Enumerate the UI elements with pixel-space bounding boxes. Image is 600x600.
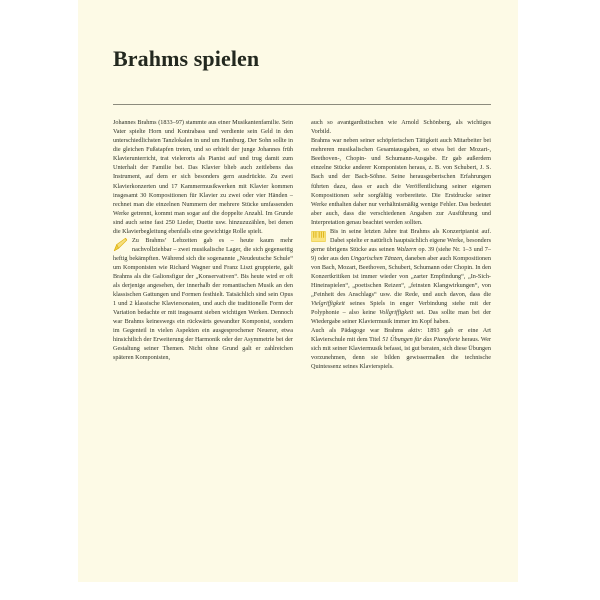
paragraph-pedagogue [311,326,491,371]
paragraph-biography: Johannes Brahms (1833–97) stammte aus einer Musikantenfamilie. Sein Vater spielte Horn und Kontrabass und verdiente sein Geld in den unterschiedlichsten Tanzlokalen in und um Hamburg. Der Sohn sollte in die gleichen Fußstapfen treten, und so erhielt der junge Johannes früh Klavierunterricht, trat vielerorts als Pianist auf und trug damit zum Unterhalt der Familie bei. Das Klavier blieb auch zeitlebens das Instrument, auf dem er sich besonders gern ausdrückte. Zu zwei Klavierkonzerten und 17 Kammermusikwerken mit Klavier kommen insgesamt 30 Kompositionen für Klavier zu zwei oder vier Händen – rechnet man die einzelnen Nummern der mehrere Stücke umfassenden Werke getrennt, kommt man sogar auf die doppelte Anzahl. Im Grunde sind auch seine fast 250 Lieder, Duette usw. hinzuzuzählen, bei denen die Klavierbegleitung ebenfalls eine gewichtige Rolle spielt. [113,119,293,235]
concert-pianist-mid3: seines Spiels in enger Verbindung stehe mit der Polyphonie – also keine [311,300,491,317]
concert-pianist-end: sei. Das sollte man bei der Wiedergabe seiner Klaviermusik immer im Kopf haben. [311,309,491,326]
concert-pianist-mid1: op. 39 (siehe Nr. 1–3 und 7–9) oder aus den [311,245,491,262]
paragraph-two-camps-text: Zu Brahms’ Lebzeiten gab es – heute kaum mehr nachvollziehbar – zwei musikalische Lager, die sich gegenseitig heftig bekämpften. Während sich die sogenannte „Neudeutsche Schule“ um Komponisten wie Richard Wagner und Franz Liszt gruppierte, galt Brahms als die Galionsfigur der „Konservativen“. Bis heute wird er oft als derjenige angesehen, der innerhalb der romantischen Musik an den klassischen Gattungen und Formen festhielt. Tatsächlich sind sein Opus 1 und 2 klassische Klaviersonaten, und auch die traditionelle Form der Variation bedachte er mit insgesamt sieben wichtigen Werken. Dennoch war Brahms keineswegs ein rückwärts gewandter Komponist, sondern im Gegenteil in vielen Aspekten ein ausgesprochener Neuerer, etwa hinsichtlich der Erweiterung der Harmonik oder der Asymmetrie bei der Gestaltung seiner Themen. Nicht ohne Grund galt er zahlreichen späteren Komponisten, [113,236,293,362]
paragraph-editorial-work: Brahms war neben seiner schöpferischen Tätigkeit auch Mitarbeiter bei mehreren musikalischen Gesamtausgaben, so etwa bei der Mozart-, Beethoven-, Chopin- und Schumann-Ausgabe. Er gab außerdem einzelne Stücke anderer Komponisten heraus, z. B. von Schubert, J. S. Bach und der Bach-Söhne. Seine herausgeberischen Erfahrungen führten dazu, dass er auch die Veröffentlichung seiner eigenen Kompositionen sehr sorgfältig vorbereitete. Die Erstdrucke seiner Werke enthalten daher nur verhältnismäßig wenige Fehler. Das bedeutet aber auch, dass die verschiedenen Angaben zur Ausführung und Interpretation genau beachtet werden sollten. [311,137,491,226]
concert-pianist-lead: Bis in seine letzten Jahre trat Brahms als Konzertpianist auf. Dabei spielte er natürlich hauptsächlich eigene Werke, besonders gerne übrigens Stücke aus seinen [311,227,491,253]
pedagogue-end: heraus. Wer sich mit seiner Klaviermusik befasst, ist gut beraten, sich diese Übungen vorzunehmen, denn sie bilden gewissermaßen die technische Quintessenz seines Klavierspiels. [311,336,491,371]
title-divider [113,104,491,105]
term-vielgriffigkeit: Vielgriffigkeit [311,300,345,308]
page-title: Brahms spielen [113,46,260,71]
book-page [78,0,518,582]
paragraph-two-camps [113,236,293,363]
work-title-walzer: Walzern [396,245,417,253]
paragraph-biography-continuation: auch so avantgardistischen wie Arnold Schönberg, als wichtiges Vorbild. [311,119,491,136]
work-title-51-uebungen: 51 Übungen für das Pianoforte [382,336,460,344]
concert-pianist-mid2: , daneben aber auch Kompositionen von Bach, Mozart, Beethoven, Schubert, Schumann oder Chopin. In den Konzertkritiken ist immer wieder von „zarter Empfindung“, „In-Sich-Hineinspielen“, „poetischen Reizen“, „feinsten Klangwirkungen“, von „Feinheit des Anschlags“ usw. die Rede, und auch davon, dass die [311,254,491,299]
piano-keyboard-icon [311,229,326,244]
pencil-icon [113,237,128,252]
two-column-text-body [113,118,491,371]
page-content-area [113,0,491,372]
right-column [311,118,491,371]
work-title-ungarische-taenze: Ungarischen Tänzen [350,254,403,262]
pedagogue-lead: Auch als Pädagoge war Brahms aktiv: 1893 gab er eine Art Klavierschule mit dem Titel [311,327,491,344]
paragraph-concert-pianist [311,227,491,327]
left-column [113,118,293,362]
term-vollgriffigkeit: Vollgriffigkeit [379,309,414,317]
